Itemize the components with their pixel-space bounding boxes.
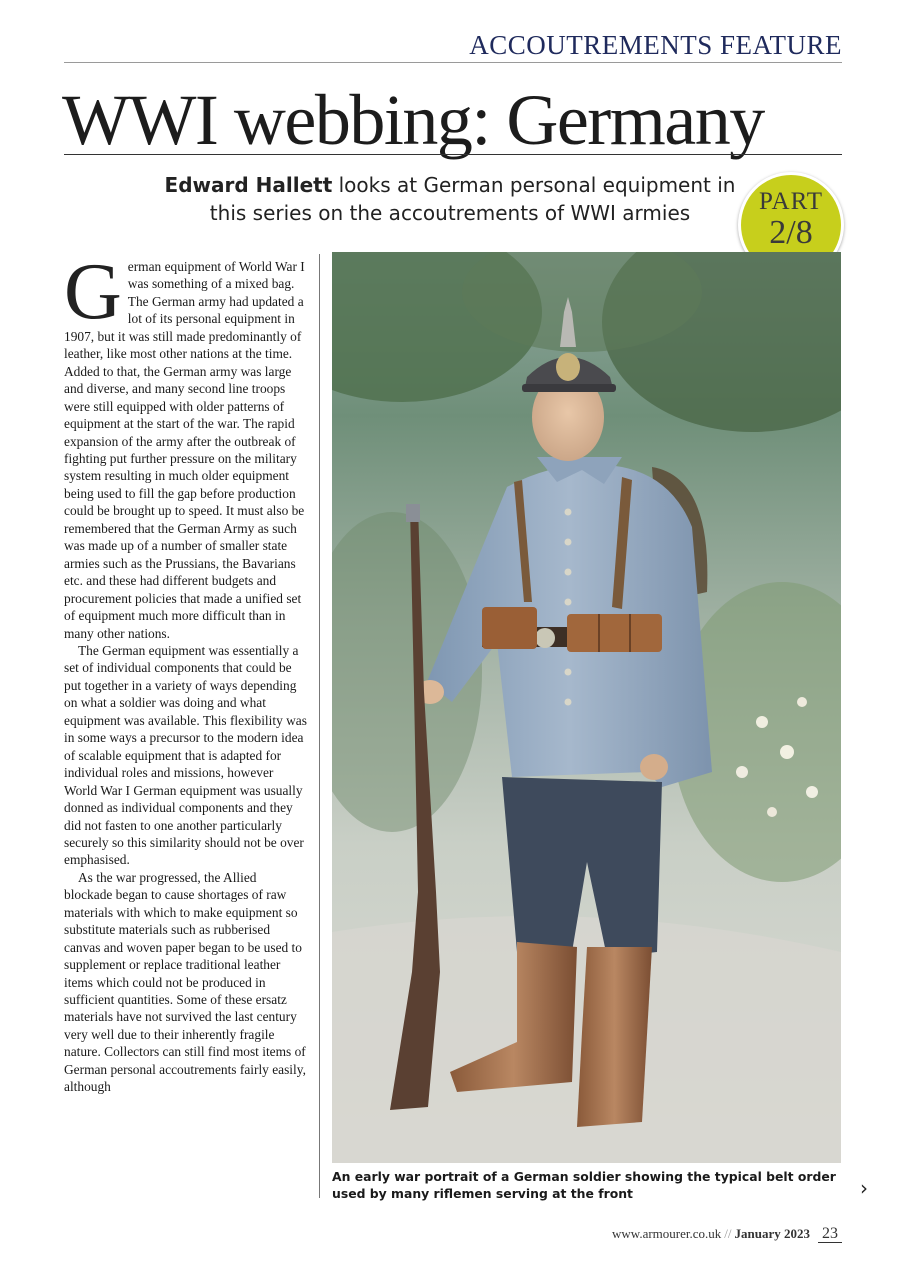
article-body xyxy=(64,258,308,1204)
footer-issue: January 2023 xyxy=(734,1226,810,1241)
headline-rule xyxy=(64,154,842,155)
footer-separator: // xyxy=(724,1226,732,1241)
standfirst-text: looks at German personal equipment in this series on the accoutrements of WWI armies xyxy=(209,173,736,225)
soldier-portrait-photo xyxy=(332,252,841,1163)
footer-url: www.armourer.co.uk xyxy=(612,1226,722,1241)
article-paragraph-3: As the war progressed, the Allied blockade began to cause shortages of raw materials with which to make equipment so substitute materials such as rubberised canvas and woven paper began to be used to supplement or replace traditional leather items which could not be produced in sufficient quantities. Some of these ersatz materials have not survived the last century very well due to their inherently fragile nature. Collectors can still find most items of German personal accoutrements fairly easily, although xyxy=(64,869,306,1095)
column-divider xyxy=(319,254,320,1198)
headline: WWI webbing: Germany xyxy=(62,80,764,160)
page-footer xyxy=(612,1225,842,1243)
standfirst xyxy=(150,171,750,227)
article-paragraph-2: The German equipment was essentially a set of individual components that could be put together in a variety of ways depending on what a soldier was doing and what equipment was available. This flexibility was in some ways a precursor to the modern idea of scalable equipment that is adapted for individual roles and missions, however World War I German equipment was usually donned as individual components and they did not fasten to one another particularly securely so this similarity should not be over emphasised. xyxy=(64,642,307,868)
header-rule xyxy=(64,62,842,63)
part-badge-label: PART xyxy=(758,188,824,215)
article-paragraph-1 xyxy=(64,258,308,642)
chevron-right-icon[interactable]: › xyxy=(860,1176,868,1200)
section-title: ACCOUTREMENTS FEATURE xyxy=(469,30,842,60)
drop-cap: G xyxy=(64,258,122,336)
article-paragraph-1-text: erman equipment of World War I was something of a mixed bag. The German army had updated a lot of its personal equipment in 1907, but it was still made predominantly of leather, like most other nations at the time. Added to that, the German army was large and diverse, and many second line troops were still equipped with older patterns of equipment at the start of the war. The rapid expansion of the army after the outbreak of fighting put further pressure on the military system resulting in much older equipment being used to fill the gap before production could be brought up to speed. It must also be remembered that the German Army as such was made up of a number of smaller state armies such as the Prussians, the Bavarians etc. and these had different budgets and procurement policies that made a unified set of equipment much more difficult than in many other nations. xyxy=(64,259,305,641)
part-badge-number: 2/8 xyxy=(769,214,813,251)
photo-caption: An early war portrait of a German soldier showing the typical belt order used by many riflemen serving at the front xyxy=(332,1169,836,1201)
standfirst-author: Edward Hallett xyxy=(164,173,333,197)
page-number: 23 xyxy=(818,1225,842,1243)
